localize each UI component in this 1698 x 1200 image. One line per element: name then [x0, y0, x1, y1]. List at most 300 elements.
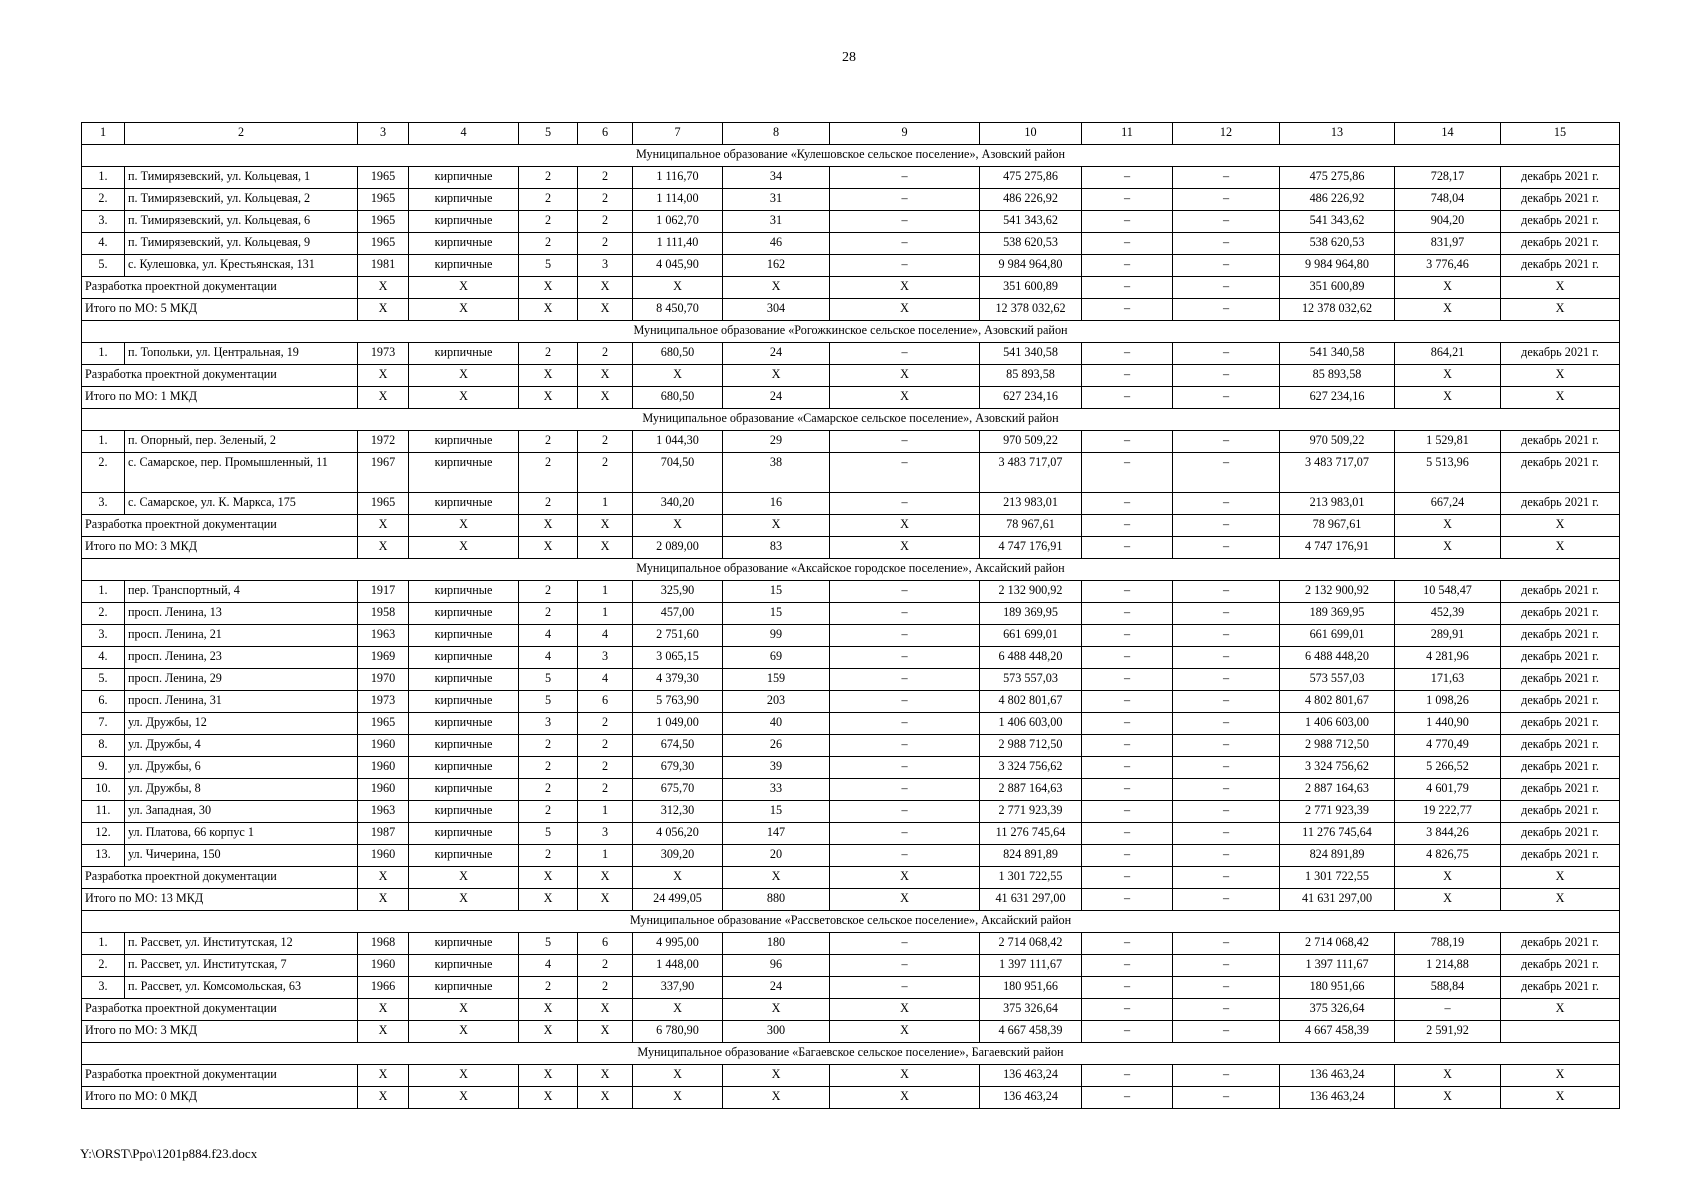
value-cell-c14: 3 776,46	[1395, 255, 1501, 277]
value-cell-c14: Х	[1395, 537, 1501, 559]
housing-repair-table	[81, 122, 1620, 1109]
value-cell-c14: 4 826,75	[1395, 845, 1501, 867]
wall-material: кирпичные	[409, 233, 519, 255]
value-cell-c11: –	[1082, 537, 1173, 559]
total-row	[82, 1087, 1620, 1109]
value-cell-c11: –	[1082, 211, 1173, 233]
value-cell-c13: 12 378 032,62	[1280, 299, 1395, 321]
value-cell-c11: –	[1082, 365, 1173, 387]
value-cell-c11: –	[1082, 233, 1173, 255]
value-cell-c15: декабрь 2021 г.	[1501, 757, 1620, 779]
value-cell-c13: 1 397 111,67	[1280, 955, 1395, 977]
building-address: пер. Транспортный, 4	[125, 581, 358, 603]
building-address: ул. Дружбы, 4	[125, 735, 358, 757]
value-cell-c9: –	[830, 977, 980, 999]
value-cell-c12: –	[1173, 691, 1280, 713]
build-year: 1960	[358, 845, 409, 867]
wall-material: кирпичные	[409, 779, 519, 801]
value-cell-c11: –	[1082, 889, 1173, 911]
value-cell-c5: Х	[519, 515, 578, 537]
value-cell-c3: Х	[358, 277, 409, 299]
value-cell-c10: 970 509,22	[980, 431, 1082, 453]
value-cell-c6: 2	[578, 233, 633, 255]
value-cell-c9: –	[830, 647, 980, 669]
value-cell-c10: 538 620,53	[980, 233, 1082, 255]
build-year: 1960	[358, 735, 409, 757]
value-cell-c6: 2	[578, 431, 633, 453]
value-cell-c7: 4 045,90	[633, 255, 723, 277]
value-cell-c10: 3 483 717,07	[980, 453, 1082, 493]
building-address: ул. Дружбы, 12	[125, 713, 358, 735]
building-address: ул. Дружбы, 8	[125, 779, 358, 801]
value-cell-c6: 1	[578, 603, 633, 625]
value-cell-c6: 3	[578, 647, 633, 669]
value-cell-c15: декабрь 2021 г.	[1501, 431, 1620, 453]
value-cell-c5: 2	[519, 189, 578, 211]
row-number: 2.	[82, 189, 125, 211]
value-cell-c12: –	[1173, 581, 1280, 603]
value-cell-c6: Х	[578, 299, 633, 321]
value-cell-c13: 541 340,58	[1280, 343, 1395, 365]
value-cell-c9: –	[830, 779, 980, 801]
row-number: 1.	[82, 167, 125, 189]
value-cell-c8: 15	[723, 581, 830, 603]
value-cell-c14: 2 591,92	[1395, 1021, 1501, 1043]
building-row	[82, 453, 1620, 493]
value-cell-c9: –	[830, 625, 980, 647]
value-cell-c12: –	[1173, 387, 1280, 409]
column-header: 5	[519, 123, 578, 145]
value-cell-c13: 627 234,16	[1280, 387, 1395, 409]
value-cell-c10: 9 984 964,80	[980, 255, 1082, 277]
value-cell-c6: Х	[578, 365, 633, 387]
building-row	[82, 211, 1620, 233]
build-year: 1917	[358, 581, 409, 603]
value-cell-c12: –	[1173, 823, 1280, 845]
value-cell-c12: –	[1173, 343, 1280, 365]
value-cell-c15: декабрь 2021 г.	[1501, 581, 1620, 603]
value-cell-c15: Х	[1501, 1087, 1620, 1109]
value-cell-c9: Х	[830, 867, 980, 889]
value-cell-c14: 788,19	[1395, 933, 1501, 955]
value-cell-c12: –	[1173, 603, 1280, 625]
value-cell-c7: 312,30	[633, 801, 723, 823]
value-cell-c11: –	[1082, 757, 1173, 779]
value-cell-c13: 41 631 297,00	[1280, 889, 1395, 911]
building-row	[82, 823, 1620, 845]
wall-material: кирпичные	[409, 845, 519, 867]
value-cell-c5: Х	[519, 999, 578, 1021]
total-label: Итого по МО: 13 МКД	[82, 889, 358, 911]
value-cell-c13: 2 988 712,50	[1280, 735, 1395, 757]
value-cell-c9: –	[830, 255, 980, 277]
row-number: 5.	[82, 255, 125, 277]
value-cell-c12: –	[1173, 167, 1280, 189]
value-cell-c7: 1 114,00	[633, 189, 723, 211]
value-cell-c8: Х	[723, 277, 830, 299]
value-cell-c6: 4	[578, 669, 633, 691]
value-cell-c11: –	[1082, 343, 1173, 365]
value-cell-c4: Х	[409, 1065, 519, 1087]
value-cell-c8: Х	[723, 867, 830, 889]
row-number: 1.	[82, 581, 125, 603]
value-cell-c8: 83	[723, 537, 830, 559]
value-cell-c14: Х	[1395, 277, 1501, 299]
building-address: просп. Ленина, 23	[125, 647, 358, 669]
value-cell-c14: 831,97	[1395, 233, 1501, 255]
value-cell-c13: 3 483 717,07	[1280, 453, 1395, 493]
value-cell-c15: декабрь 2021 г.	[1501, 933, 1620, 955]
value-cell-c5: 2	[519, 493, 578, 515]
value-cell-c13: 4 802 801,67	[1280, 691, 1395, 713]
value-cell-c7: 2 089,00	[633, 537, 723, 559]
section-title: Муниципальное образование «Рогожкинское сельское поселение», Азовский район	[82, 321, 1620, 343]
value-cell-c14: 864,21	[1395, 343, 1501, 365]
value-cell-c5: Х	[519, 867, 578, 889]
row-number: 4.	[82, 647, 125, 669]
value-cell-c15: декабрь 2021 г.	[1501, 691, 1620, 713]
value-cell-c3: Х	[358, 537, 409, 559]
value-cell-c6: 2	[578, 779, 633, 801]
value-cell-c13: 136 463,24	[1280, 1065, 1395, 1087]
row-number: 2.	[82, 603, 125, 625]
building-address: п. Тимирязевский, ул. Кольцевая, 6	[125, 211, 358, 233]
value-cell-c8: Х	[723, 365, 830, 387]
value-cell-c11: –	[1082, 1087, 1173, 1109]
value-cell-c6: 2	[578, 735, 633, 757]
value-cell-c8: 147	[723, 823, 830, 845]
value-cell-c10: 1 397 111,67	[980, 955, 1082, 977]
value-cell-c11: –	[1082, 955, 1173, 977]
value-cell-c10: 1 406 603,00	[980, 713, 1082, 735]
value-cell-c7: 4 995,00	[633, 933, 723, 955]
section-title-row	[82, 409, 1620, 431]
design-docs-label: Разработка проектной документации	[82, 867, 358, 889]
build-year: 1965	[358, 713, 409, 735]
value-cell-c13: 1 301 722,55	[1280, 867, 1395, 889]
value-cell-c6: 2	[578, 211, 633, 233]
value-cell-c10: 375 326,64	[980, 999, 1082, 1021]
value-cell-c14: 588,84	[1395, 977, 1501, 999]
value-cell-c10: 541 343,62	[980, 211, 1082, 233]
value-cell-c7: 704,50	[633, 453, 723, 493]
building-address: п. Рассвет, ул. Институтская, 12	[125, 933, 358, 955]
value-cell-c13: 6 488 448,20	[1280, 647, 1395, 669]
value-cell-c7: 2 751,60	[633, 625, 723, 647]
value-cell-c14: Х	[1395, 365, 1501, 387]
value-cell-c8: 300	[723, 1021, 830, 1043]
value-cell-c13: 2 132 900,92	[1280, 581, 1395, 603]
value-cell-c11: –	[1082, 493, 1173, 515]
value-cell-c13: 1 406 603,00	[1280, 713, 1395, 735]
value-cell-c14: 1 098,26	[1395, 691, 1501, 713]
value-cell-c10: 180 951,66	[980, 977, 1082, 999]
value-cell-c13: 2 714 068,42	[1280, 933, 1395, 955]
row-number: 10.	[82, 779, 125, 801]
value-cell-c11: –	[1082, 977, 1173, 999]
value-cell-c6: Х	[578, 1021, 633, 1043]
value-cell-c6: 6	[578, 691, 633, 713]
build-year: 1965	[358, 167, 409, 189]
value-cell-c7: 5 763,90	[633, 691, 723, 713]
build-year: 1973	[358, 691, 409, 713]
value-cell-c9: –	[830, 189, 980, 211]
building-row	[82, 691, 1620, 713]
row-number: 1.	[82, 431, 125, 453]
value-cell-c9: –	[830, 933, 980, 955]
section-title: Муниципальное образование «Багаевское сельское поселение», Багаевский район	[82, 1043, 1620, 1065]
value-cell-c15: декабрь 2021 г.	[1501, 955, 1620, 977]
value-cell-c15: декабрь 2021 г.	[1501, 823, 1620, 845]
value-cell-c8: 24	[723, 977, 830, 999]
value-cell-c14: Х	[1395, 515, 1501, 537]
value-cell-c15: декабрь 2021 г.	[1501, 453, 1620, 493]
value-cell-c7: 1 049,00	[633, 713, 723, 735]
value-cell-c3: Х	[358, 1087, 409, 1109]
value-cell-c13: 661 699,01	[1280, 625, 1395, 647]
value-cell-c11: –	[1082, 999, 1173, 1021]
value-cell-c11: –	[1082, 167, 1173, 189]
value-cell-c15: декабрь 2021 г.	[1501, 189, 1620, 211]
value-cell-c5: 2	[519, 779, 578, 801]
value-cell-c5: 2	[519, 581, 578, 603]
value-cell-c12: –	[1173, 933, 1280, 955]
value-cell-c10: 2 714 068,42	[980, 933, 1082, 955]
value-cell-c9: –	[830, 691, 980, 713]
value-cell-c15: Х	[1501, 867, 1620, 889]
wall-material: кирпичные	[409, 823, 519, 845]
total-label: Итого по МО: 5 МКД	[82, 299, 358, 321]
wall-material: кирпичные	[409, 211, 519, 233]
building-address: п. Опорный, пер. Зеленый, 2	[125, 431, 358, 453]
value-cell-c12: –	[1173, 515, 1280, 537]
value-cell-c6: 1	[578, 845, 633, 867]
value-cell-c14: 452,39	[1395, 603, 1501, 625]
value-cell-c5: 2	[519, 167, 578, 189]
value-cell-c6: 2	[578, 977, 633, 999]
value-cell-c13: 180 951,66	[1280, 977, 1395, 999]
value-cell-c12: –	[1173, 977, 1280, 999]
value-cell-c13: 4 747 176,91	[1280, 537, 1395, 559]
value-cell-c15: декабрь 2021 г.	[1501, 211, 1620, 233]
column-header: 6	[578, 123, 633, 145]
value-cell-c15: декабрь 2021 г.	[1501, 647, 1620, 669]
value-cell-c14: Х	[1395, 299, 1501, 321]
value-cell-c3: Х	[358, 365, 409, 387]
value-cell-c5: 2	[519, 735, 578, 757]
building-address: с. Самарское, ул. К. Маркса, 175	[125, 493, 358, 515]
value-cell-c6: Х	[578, 889, 633, 911]
column-header: 12	[1173, 123, 1280, 145]
value-cell-c4: Х	[409, 299, 519, 321]
value-cell-c9: Х	[830, 999, 980, 1021]
value-cell-c12: –	[1173, 757, 1280, 779]
section-title-row	[82, 145, 1620, 167]
wall-material: кирпичные	[409, 933, 519, 955]
value-cell-c12: –	[1173, 955, 1280, 977]
building-row	[82, 603, 1620, 625]
building-address: с. Самарское, пер. Промышленный, 11	[125, 453, 358, 493]
value-cell-c5: 2	[519, 431, 578, 453]
value-cell-c11: –	[1082, 1065, 1173, 1087]
value-cell-c5: 5	[519, 669, 578, 691]
value-cell-c13: 2 771 923,39	[1280, 801, 1395, 823]
design-docs-label: Разработка проектной документации	[82, 999, 358, 1021]
value-cell-c14: 4 770,49	[1395, 735, 1501, 757]
build-year: 1981	[358, 255, 409, 277]
design-docs-label: Разработка проектной документации	[82, 1065, 358, 1087]
value-cell-c6: 2	[578, 453, 633, 493]
value-cell-c10: 1 301 722,55	[980, 867, 1082, 889]
value-cell-c12: –	[1173, 277, 1280, 299]
value-cell-c11: –	[1082, 713, 1173, 735]
building-row	[82, 167, 1620, 189]
value-cell-c9: –	[830, 233, 980, 255]
row-number: 3.	[82, 493, 125, 515]
build-year: 1963	[358, 625, 409, 647]
value-cell-c14: 19 222,77	[1395, 801, 1501, 823]
value-cell-c5: Х	[519, 537, 578, 559]
column-header: 13	[1280, 123, 1395, 145]
wall-material: кирпичные	[409, 757, 519, 779]
value-cell-c11: –	[1082, 189, 1173, 211]
value-cell-c7: Х	[633, 867, 723, 889]
row-number: 8.	[82, 735, 125, 757]
value-cell-c8: Х	[723, 999, 830, 1021]
value-cell-c15: Х	[1501, 515, 1620, 537]
building-row	[82, 669, 1620, 691]
value-cell-c3: Х	[358, 1021, 409, 1043]
value-cell-c8: 34	[723, 167, 830, 189]
row-number: 3.	[82, 977, 125, 999]
value-cell-c13: 136 463,24	[1280, 1087, 1395, 1109]
value-cell-c15: декабрь 2021 г.	[1501, 845, 1620, 867]
building-row	[82, 493, 1620, 515]
value-cell-c14: 10 548,47	[1395, 581, 1501, 603]
value-cell-c13: 78 967,61	[1280, 515, 1395, 537]
value-cell-c5: 5	[519, 691, 578, 713]
value-cell-c12: –	[1173, 1087, 1280, 1109]
wall-material: кирпичные	[409, 167, 519, 189]
building-row	[82, 625, 1620, 647]
value-cell-c9: –	[830, 845, 980, 867]
value-cell-c4: Х	[409, 277, 519, 299]
value-cell-c14: 1 214,88	[1395, 955, 1501, 977]
design-docs-row	[82, 1065, 1620, 1087]
table-body	[82, 123, 1620, 1109]
value-cell-c5: 2	[519, 233, 578, 255]
value-cell-c9: Х	[830, 299, 980, 321]
value-cell-c7: Х	[633, 277, 723, 299]
value-cell-c9: –	[830, 735, 980, 757]
wall-material: кирпичные	[409, 493, 519, 515]
value-cell-c11: –	[1082, 735, 1173, 757]
value-cell-c10: 627 234,16	[980, 387, 1082, 409]
value-cell-c9: Х	[830, 1021, 980, 1043]
value-cell-c14: Х	[1395, 387, 1501, 409]
column-header: 2	[125, 123, 358, 145]
column-header: 14	[1395, 123, 1501, 145]
value-cell-c4: Х	[409, 387, 519, 409]
build-year: 1960	[358, 955, 409, 977]
value-cell-c5: Х	[519, 299, 578, 321]
value-cell-c15: декабрь 2021 г.	[1501, 713, 1620, 735]
value-cell-c11: –	[1082, 779, 1173, 801]
building-row	[82, 233, 1620, 255]
value-cell-c7: 309,20	[633, 845, 723, 867]
value-cell-c15: Х	[1501, 537, 1620, 559]
value-cell-c5: 5	[519, 933, 578, 955]
page-number: 28	[842, 50, 856, 65]
value-cell-c14: Х	[1395, 1065, 1501, 1087]
building-row	[82, 801, 1620, 823]
value-cell-c14: 904,20	[1395, 211, 1501, 233]
value-cell-c9: Х	[830, 1087, 980, 1109]
row-number: 9.	[82, 757, 125, 779]
building-row	[82, 189, 1620, 211]
value-cell-c6: 1	[578, 493, 633, 515]
value-cell-c5: 2	[519, 343, 578, 365]
value-cell-c13: 541 343,62	[1280, 211, 1395, 233]
building-row	[82, 977, 1620, 999]
value-cell-c6: 2	[578, 189, 633, 211]
value-cell-c3: Х	[358, 1065, 409, 1087]
build-year: 1958	[358, 603, 409, 625]
value-cell-c13: 486 226,92	[1280, 189, 1395, 211]
value-cell-c6: Х	[578, 867, 633, 889]
value-cell-c15: Х	[1501, 889, 1620, 911]
value-cell-c14: 5 266,52	[1395, 757, 1501, 779]
value-cell-c13: 475 275,86	[1280, 167, 1395, 189]
section-title-row	[82, 1043, 1620, 1065]
build-year: 1965	[358, 211, 409, 233]
value-cell-c9: Х	[830, 1065, 980, 1087]
value-cell-c10: 486 226,92	[980, 189, 1082, 211]
build-year: 1966	[358, 977, 409, 999]
value-cell-c9: –	[830, 493, 980, 515]
value-cell-c11: –	[1082, 277, 1173, 299]
design-docs-label: Разработка проектной документации	[82, 365, 358, 387]
value-cell-c4: Х	[409, 867, 519, 889]
build-year: 1972	[358, 431, 409, 453]
building-address: просп. Ленина, 13	[125, 603, 358, 625]
value-cell-c14: Х	[1395, 1087, 1501, 1109]
total-row	[82, 387, 1620, 409]
design-docs-row	[82, 277, 1620, 299]
value-cell-c7: 24 499,05	[633, 889, 723, 911]
value-cell-c6: 6	[578, 933, 633, 955]
value-cell-c6: Х	[578, 515, 633, 537]
value-cell-c7: 337,90	[633, 977, 723, 999]
value-cell-c10: 136 463,24	[980, 1087, 1082, 1109]
value-cell-c8: 15	[723, 603, 830, 625]
wall-material: кирпичные	[409, 713, 519, 735]
value-cell-c10: 661 699,01	[980, 625, 1082, 647]
wall-material: кирпичные	[409, 603, 519, 625]
building-row	[82, 343, 1620, 365]
value-cell-c10: 78 967,61	[980, 515, 1082, 537]
value-cell-c15: декабрь 2021 г.	[1501, 493, 1620, 515]
wall-material: кирпичные	[409, 343, 519, 365]
value-cell-c12: –	[1173, 867, 1280, 889]
value-cell-c8: 96	[723, 955, 830, 977]
value-cell-c14: 4 281,96	[1395, 647, 1501, 669]
row-number: 2.	[82, 955, 125, 977]
value-cell-c6: Х	[578, 277, 633, 299]
value-cell-c15: Х	[1501, 299, 1620, 321]
wall-material: кирпичные	[409, 431, 519, 453]
build-year: 1968	[358, 933, 409, 955]
